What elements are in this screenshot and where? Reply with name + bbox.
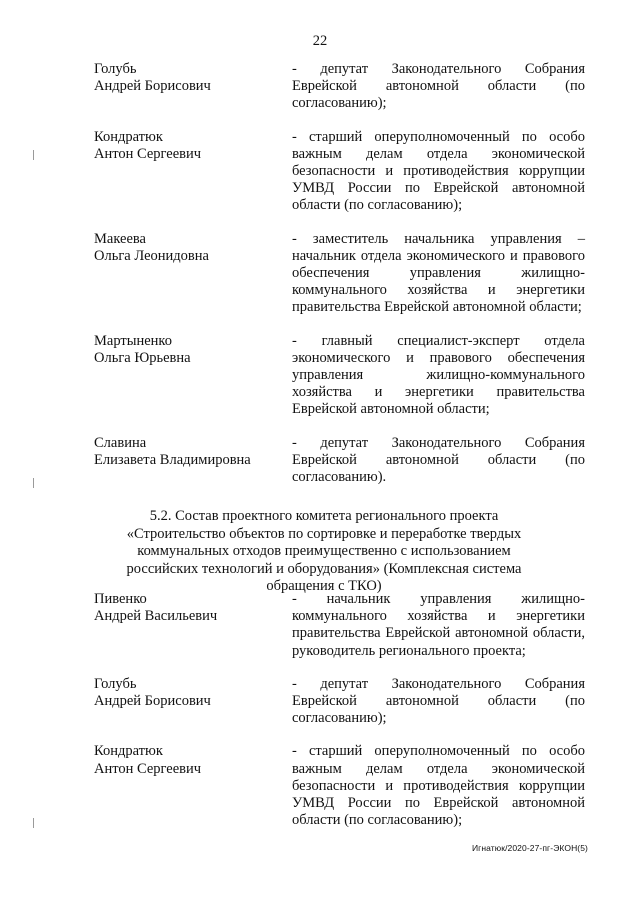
- member-role: - начальник управления жилищно-коммунального хозяйства и энергетики правительства Еврейской автономной области, руководитель регионального проекта;: [292, 591, 585, 659]
- member-given-names: Ольга Юрьевна: [94, 349, 191, 366]
- member-role: - депутат Законодательного Собрания Еврейской автономной области (по согласованию).: [292, 434, 585, 486]
- member-surname: Макеева: [94, 230, 146, 247]
- member-role: - депутат Законодательного Собрания Еврейской автономной области (по согласованию);: [292, 675, 585, 727]
- member-name: [94, 129, 279, 163]
- member-name: [94, 743, 279, 777]
- margin-mark: [33, 150, 34, 160]
- member-name: [94, 676, 279, 710]
- list-item: [94, 231, 590, 317]
- member-name: [94, 435, 279, 469]
- section-heading: 5.2. Состав проектного комитета регионального проекта «Строительство объектов по сортировке и переработке твердых коммунальных отходов преимущественно с использованием российских технологий и оборудования» (Комплексная система обращения с ТКО): [126, 508, 522, 594]
- list-item: [94, 61, 590, 113]
- member-name: [94, 231, 279, 265]
- member-surname: Голубь: [94, 675, 137, 692]
- list-item: [94, 591, 590, 660]
- member-surname: Пивенко: [94, 591, 147, 607]
- member-surname: Мартыненко: [94, 332, 172, 349]
- member-name: [94, 333, 279, 367]
- margin-mark: [33, 818, 34, 828]
- member-given-names: Андрей Борисович: [94, 693, 211, 710]
- list-item: [94, 743, 590, 829]
- member-list-first: [94, 61, 590, 486]
- list-item: [94, 676, 590, 728]
- member-given-names: Антон Сергеевич: [94, 145, 202, 162]
- member-role: - старший оперуполномоченный по особо важным делам отдела экономической безопасности и противодействия коррупции УМВД России по Еврейской автономной области (по согласованию);: [292, 128, 585, 214]
- page-number: 22: [312, 33, 328, 49]
- member-role: - депутат Законодательного Собрания Еврейской автономной области (по согласованию);: [292, 61, 585, 112]
- member-surname: Кондратюк: [94, 128, 163, 145]
- member-given-names: Елизавета Владимировна: [94, 451, 251, 468]
- member-surname: Голубь: [94, 61, 137, 77]
- member-list-second: [94, 591, 590, 829]
- member-role: - главный специалист-эксперт отдела экономического и правового обеспечения управления жилищно-коммунального хозяйства и энергетики правительства Еврейской автономной области;: [292, 332, 585, 418]
- member-name: [94, 61, 279, 95]
- list-item: [94, 435, 590, 487]
- list-item: [94, 333, 590, 419]
- document-reference-code: Игнатюк/2020-27-пг-ЭКОН(5): [471, 843, 588, 853]
- member-given-names: Ольга Леонидовна: [94, 247, 209, 264]
- member-surname: Славина: [94, 434, 147, 451]
- member-given-names: Андрей Борисович: [94, 78, 211, 95]
- list-item: [94, 129, 590, 215]
- margin-mark: [33, 478, 34, 488]
- member-role: - заместитель начальника управления – начальник отдела экономического и правового обеспечения управления жилищно-коммунального хозяйства и энергетики правительства Еврейской автономной области;: [292, 230, 585, 316]
- member-surname: Кондратюк: [94, 743, 163, 760]
- member-given-names: Антон Сергеевич: [94, 760, 202, 777]
- member-given-names: Андрей Васильевич: [94, 608, 218, 625]
- member-role: - старший оперуполномоченный по особо важным делам отдела экономической безопасности и противодействия коррупции УМВД России по Еврейской автономной области (по согласованию);: [292, 743, 585, 829]
- member-name: [94, 591, 279, 625]
